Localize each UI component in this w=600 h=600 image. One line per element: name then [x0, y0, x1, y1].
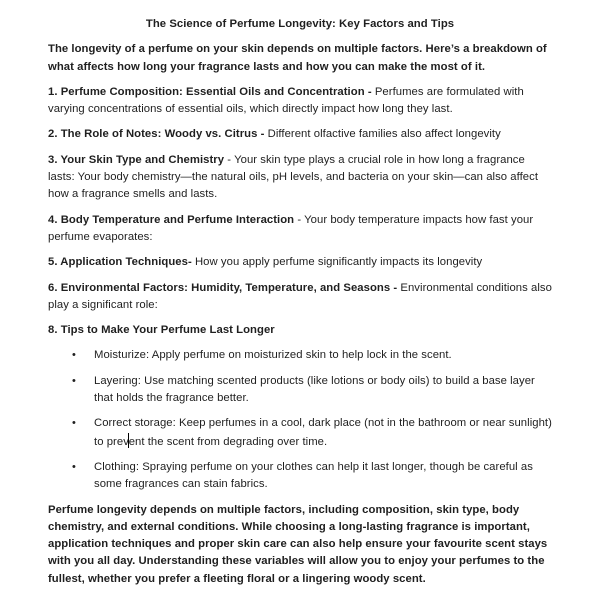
- list-item: [48, 347, 552, 364]
- section-6-body: Environmental conditions also play a significant role:: [48, 281, 552, 311]
- section-4-body: - Your body temperature impacts how fast your perfume evaporates:: [48, 213, 534, 243]
- list-item: [48, 415, 552, 451]
- section-2-body: Different olfactive families also affect longevity: [264, 128, 501, 141]
- bullet-marker-icon: •: [72, 374, 76, 387]
- section-paragraph-2: [48, 126, 552, 143]
- list-item: [48, 459, 552, 494]
- bullet-text: Clothing: Spraying perfume on your clothes can help it last longer, though be careful as some fragrances can stain fabrics.: [94, 460, 533, 491]
- section-1-heading: 1. Perfume Composition: Essential Oils and Concentration -: [48, 85, 372, 98]
- section-1-body: Perfumes are formulated with varying concentrations of essential oils, which directly impact how long they last.: [48, 85, 524, 116]
- section-3-body: - Your skin type plays a crucial role in how long a fragrance lasts: Your body chemistry—the natural oils, pH levels, and bacteria on your skin—can also affect how a fragrance smells and lasts.: [48, 153, 539, 201]
- section-3-heading: 3. Your Skin Type and Chemistry: [48, 153, 225, 166]
- intro-paragraph: The longevity of a perfume on your skin depends on multiple factors. Here’s a breakdown of what affects how long your fragrance lasts and how you can make the most of it.: [48, 43, 547, 73]
- bullet-marker-icon: •: [72, 460, 76, 473]
- bullet-text: Layering: Use matching scented products (like lotions or body oils) to build a base layer that holds the fragrance better.: [94, 374, 535, 405]
- section-paragraph-1: [48, 84, 552, 119]
- section-paragraph-4: [48, 212, 552, 247]
- bullet-text-after-caret: ent the scent from degrading over time.: [128, 435, 328, 448]
- section-5-heading: 5. Application Techniques-: [48, 256, 192, 269]
- list-item: [48, 373, 552, 408]
- bullet-marker-icon: •: [72, 417, 76, 430]
- document-title: The Science of Perfume Longevity: Key Factors and Tips: [145, 18, 455, 30]
- bullet-marker-icon: •: [72, 349, 76, 362]
- section-paragraph-3: [48, 152, 552, 204]
- section-2-heading: 2. The Role of Notes: Woody vs. Citrus -: [48, 128, 265, 141]
- section-paragraph-5: [48, 254, 552, 271]
- conclusion-paragraph: Perfume longevity depends on multiple factors, including composition, skin type, body chemistry, and external conditions. While choosing a long-lasting fragrance is important, application techniques and proper skin care can also help ensure your favourite scent stays with you all day. Understanding these variables will allow you to enjoy your perfumes to the fullest, whether you prefer a fleeting floral or a lingering woody scent.: [48, 503, 548, 585]
- bullet-text: Moisturize: Apply perfume on moisturized skin to help lock in the scent.: [94, 349, 452, 362]
- tips-heading: 8. Tips to Make Your Perfume Last Longer: [48, 324, 275, 337]
- section-5-body: How you apply perfume significantly impacts its longevity: [191, 256, 483, 269]
- tips-list: [48, 347, 552, 493]
- section-4-heading: 4. Body Temperature and Perfume Interaction: [48, 213, 295, 226]
- bullet-text-before-caret: Correct storage: Keep perfumes in a cool, dark place (not in the bathroom or near sunlight) to prev: [94, 417, 552, 448]
- section-paragraph-6: [48, 280, 552, 315]
- section-6-heading: 6. Environmental Factors: Humidity, Temperature, and Seasons -: [48, 281, 398, 294]
